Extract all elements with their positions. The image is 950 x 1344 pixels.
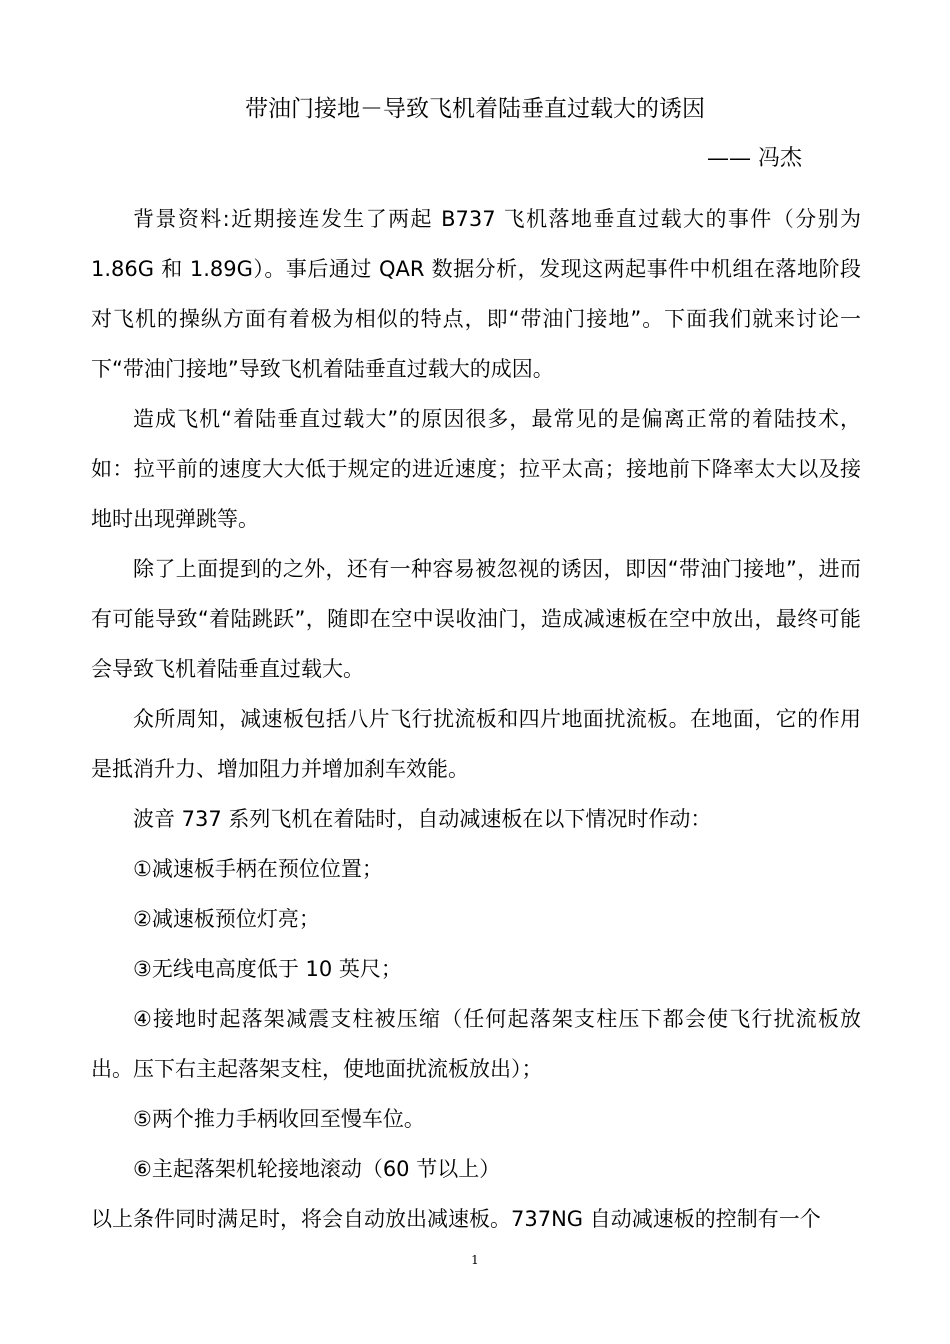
paragraph-background: 背景资料:近期接连发生了两起 B737 飞机落地垂直过载大的事件（分别为 1.86G 和 1.89G）。事后通过 QAR 数据分析，发现这两起事件中机组在落地阶段对飞机的操纵方面有着极为相似的特点，即“带油门接地”。下面我们就来讨论一下“带油门接地”导致飞机着陆垂直过载大的成因。	[91, 207, 861, 381]
list-item-condition-2: ②减速板预位灯亮；	[133, 907, 320, 931]
paragraph-overlooked-cause: 除了上面提到的之外，还有一种容易被忽视的诱因，即因“带油门接地”，进而有可能导致“着陆跳跃”，随即在空中误收油门，造成减速板在空中放出，最终可能会导致飞机着陆垂直过载大。	[91, 557, 861, 681]
list-item-condition-5: ⑤两个推力手柄收回至慢车位。	[133, 1107, 425, 1131]
body-text	[91, 194, 861, 1244]
list-item-condition-3: ③无线电高度低于 10 英尺；	[133, 957, 402, 981]
list-item-condition-4: ④接地时起落架减震支柱被压缩（任何起落架支柱压下都会使飞行扰流板放出。压下右主起落架支柱，使地面扰流板放出）；	[91, 1007, 861, 1081]
paragraph-conclusion: 以上条件同时满足时，将会自动放出减速板。737NG 自动减速板的控制有一个	[91, 1207, 821, 1231]
list-item-condition-1: ①减速板手柄在预位位置；	[133, 857, 383, 881]
author-line: —— 冯杰	[707, 146, 802, 171]
paragraph-conditions-intro: 波音 737 系列飞机在着陆时，自动减速板在以下情况时作动：	[133, 807, 712, 831]
paragraph-causes: 造成飞机“着陆垂直过载大”的原因很多，最常见的是偏离正常的着陆技术，如：拉平前的速度大大低于规定的进近速度；拉平太高；接地前下降率太大以及接地时出现弹跳等。	[91, 407, 861, 531]
paragraph-speedbrake-function: 众所周知，减速板包括八片飞行扰流板和四片地面扰流板。在地面，它的作用是抵消升力、增加阻力并增加刹车效能。	[91, 707, 861, 781]
page-number: 1	[471, 1253, 479, 1267]
list-item-condition-6: ⑥主起落架机轮接地滚动（60 节以上）	[133, 1157, 501, 1181]
document-title: 带油门接地－导致飞机着陆垂直过载大的诱因	[245, 96, 705, 122]
